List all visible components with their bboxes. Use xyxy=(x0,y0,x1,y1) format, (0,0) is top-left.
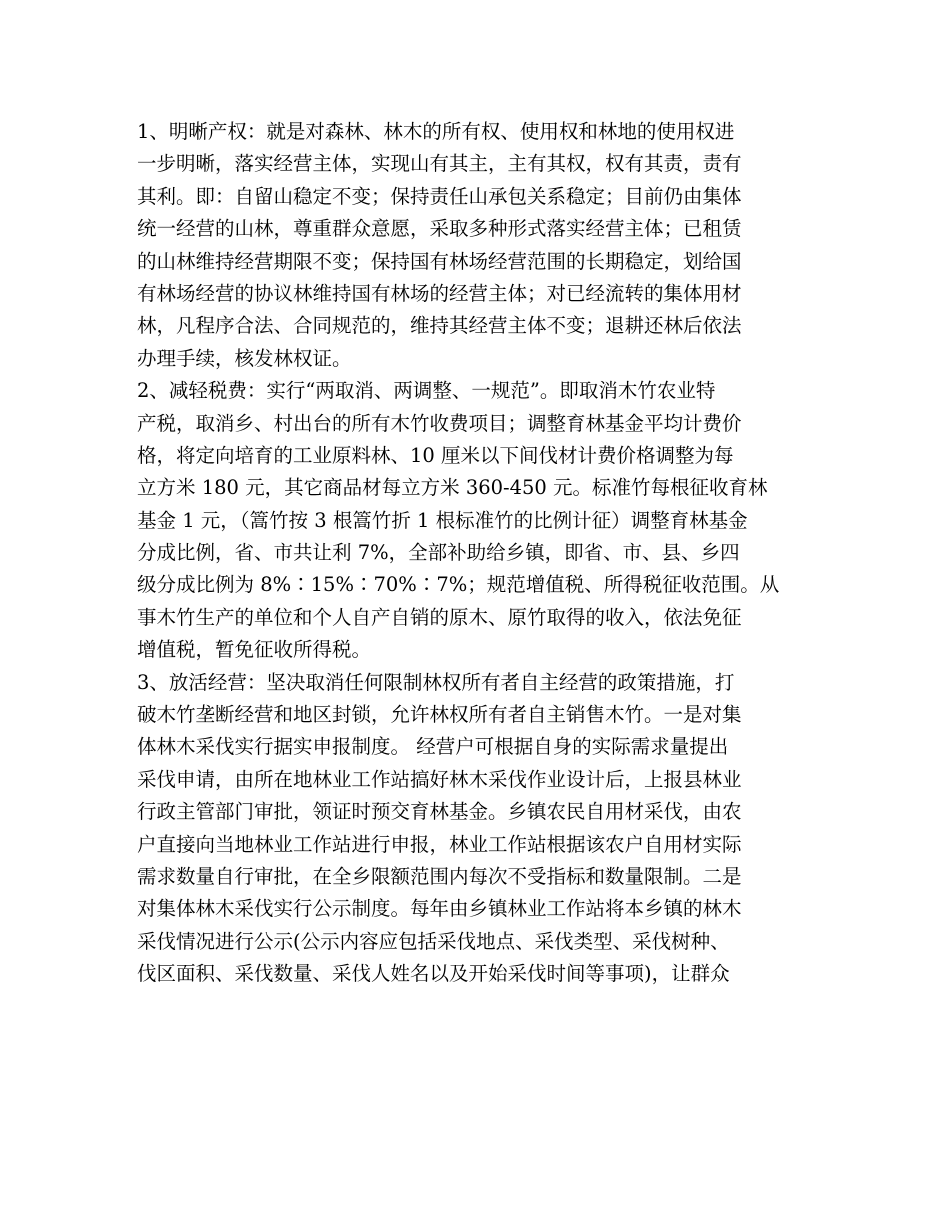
text-line: 有林场经营的协议林维持国有林场的经营主体；对已经流转的集体用材 xyxy=(137,281,742,305)
text-line: 级分成比例为 8%∶15%∶70%∶7%；规范增值税、所得税征收范围。从 xyxy=(137,573,780,597)
text-line: 增值税，暂免征收所得税。 xyxy=(137,638,372,662)
text-line: 需求数量自行审批，在全乡限额范围内每次不受指标和数量限制。二是 xyxy=(137,864,742,888)
text-line: 一步明晰，落实经营主体，实现山有其主，主有其权，权有其责，责有 xyxy=(137,152,742,176)
text-line: 2、减轻税费：实行“两取消、两调整、一规范”。即取消木竹农业特 xyxy=(137,379,716,403)
text-line: 办理手续，核发林权证。 xyxy=(137,346,352,370)
text-line: 采伐情况进行公示(公示内容应包括采伐地点、采伐类型、采伐树种、 xyxy=(137,929,730,953)
document-body xyxy=(137,116,815,991)
text-line: 伐区面积、采伐数量、采伐人姓名以及开始采伐时间等事项)，让群众 xyxy=(137,962,730,986)
text-line: 1、明晰产权：就是对森林、林木的所有权、使用权和林地的使用权进 xyxy=(137,120,735,143)
text-line: 事木竹生产的单位和个人自产自销的原木、原竹取得的收入，依法免征 xyxy=(137,605,742,629)
text-line: 体林木采伐实行据实申报制度。 经营户可根据自身的实际需求量提出 xyxy=(137,735,729,759)
text-line: 立方米 180 元，其它商品材每立方米 360-450 元。标准竹每根征收育林 xyxy=(137,476,768,500)
text-line: 采伐申请，由所在地林业工作站搞好林木采伐作业设计后，上报县林业 xyxy=(137,767,742,791)
text-line: 产税，取消乡、村出台的所有木竹收费项目；调整育林基金平均计费价 xyxy=(137,411,742,435)
text-line: 基金 1 元，（篙竹按 3 根篙竹折 1 根标准竹的比例计征）调整育林基金 xyxy=(137,508,748,532)
text-line: 户直接向当地林业工作站进行申报，林业工作站根据该农户自用材实际 xyxy=(137,832,742,856)
text-line: 行政主管部门审批，领证时预交育林基金。乡镇农民自用材采伐，由农 xyxy=(137,800,742,824)
text-line: 林，凡程序合法、合同规范的，维持其经营主体不变；退耕还林后依法 xyxy=(137,314,742,338)
text-line: 统一经营的山林，尊重群众意愿，采取多种形式落实经营主体；已租赁 xyxy=(137,217,742,241)
text-line: 其利。即：自留山稳定不变；保持责任山承包关系稳定；目前仍由集体 xyxy=(137,184,742,208)
text-line: 3、放活经营：坚决取消任何限制林权所有者自主经营的政策措施，打 xyxy=(137,670,735,694)
text-line: 破木竹垄断经营和地区封锁，允许林权所有者自主销售木竹。一是对集 xyxy=(137,703,742,727)
text-line: 对集体林木采伐实行公示制度。每年由乡镇林业工作站将本乡镇的林木 xyxy=(137,897,742,921)
text-line: 的山林维持经营期限不变；保持国有林场经营范围的长期稳定，划给国 xyxy=(137,249,742,273)
text-line: 格，将定向培育的工业原料林、10 厘米以下间伐材计费价格调整为每 xyxy=(137,443,734,467)
text-line: 分成比例，省、市共让利 7%，全部补助给乡镇，即省、市、县、乡四 xyxy=(137,541,740,565)
